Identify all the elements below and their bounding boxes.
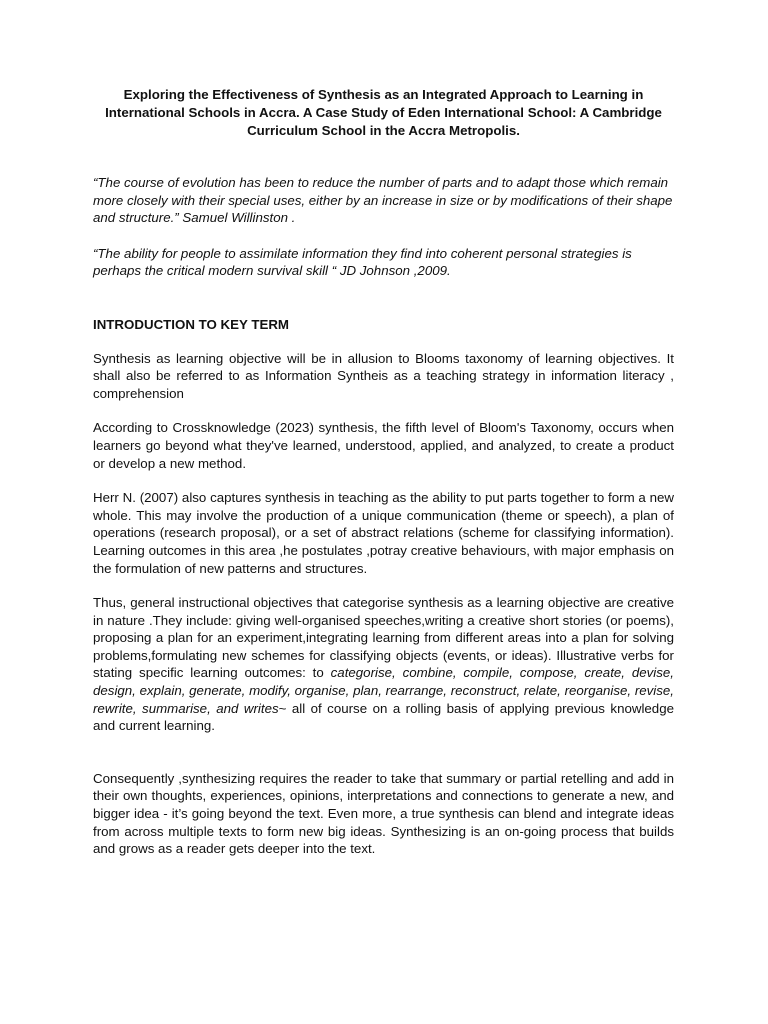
paragraph-lead-text: Thus, general instructional objectives that categorise synthesis as a learning objective are creative in nature .They include: giving well-organised speeches,writing a creative short stories (or poems), proposing a plan for an experiment,integrating learning from different areas into a plan for solving problems,formulating new schemes for classifying objects (events, or ideas). Illustrative verbs for stating specific learning outcomes: to bbox=[93, 595, 674, 681]
paragraph-instructional-objectives bbox=[93, 594, 674, 735]
epigraph-quote-johnson: “The ability for people to assimilate information they find into coherent personal strategies is perhaps the critical modern survival skill “ JD Johnson ,2009. bbox=[93, 245, 632, 279]
section-heading: INTRODUCTION TO KEY TERM bbox=[93, 316, 290, 332]
paragraph-tail-text: ~ all of course on a rolling basis of applying previous knowledge and current learning. bbox=[93, 700, 674, 734]
document-title: Exploring the Effectiveness of Synthesis as an Integrated Approach to Learning in International Schools in Accra. A Case Study of Eden International School: A Cambridge Curriculum School in the Accra Metropolis. bbox=[105, 87, 662, 138]
document-page bbox=[93, 86, 674, 858]
paragraph-consequently: Consequently ,synthesizing requires the reader to take that summary or partial retelling and add in their own thoughts, experiences, opinions, interpretations and connections to generate a new, and bigger idea - it’s going beyond the text. Even more, a true synthesis can blend and integrate ideas from across multiple texts to form new big ideas. Synthesizing is an on-going process that builds and grows as a reader gets deeper into the text. bbox=[93, 770, 674, 857]
paragraph-herr: Herr N. (2007) also captures synthesis in teaching as the ability to put parts together to form a new whole. This may involve the production of a unique communication (theme or speech), a plan of operations (research proposal), or a set of abstract relations (scheme for classifying information). Learning outcomes in this area ,he postulates ,potray creative behaviours, with major emphasis on the formulation of new patterns and structures. bbox=[93, 490, 674, 576]
illustrative-verbs: categorise, combine, compile, compose, create, devise, design, explain, generate, modify, organise, plan, rearrange, reconstruct, relate, reorganise, revise, rewrite, summarise, and writes bbox=[93, 665, 674, 716]
paragraph-crossknowledge: According to Crossknowledge (2023) synthesis, the fifth level of Bloom's Taxonomy, occurs when learners go beyond what they've learned, understood, applied, and analyzed, to create a product or develop a new method. bbox=[93, 420, 674, 471]
paragraph-synthesis-definition: Synthesis as learning objective will be in allusion to Blooms taxonomy of learning objectives. It shall also be referred to as Information Syntheis as a teaching strategy in information literacy , comprehension bbox=[93, 350, 674, 401]
epigraph-quote-willinston: “The course of evolution has been to reduce the number of parts and to adapt those which remain more closely with their special uses, either by an increase in size or by modifications of their shape and structure.” Samuel Willinston . bbox=[93, 175, 673, 226]
